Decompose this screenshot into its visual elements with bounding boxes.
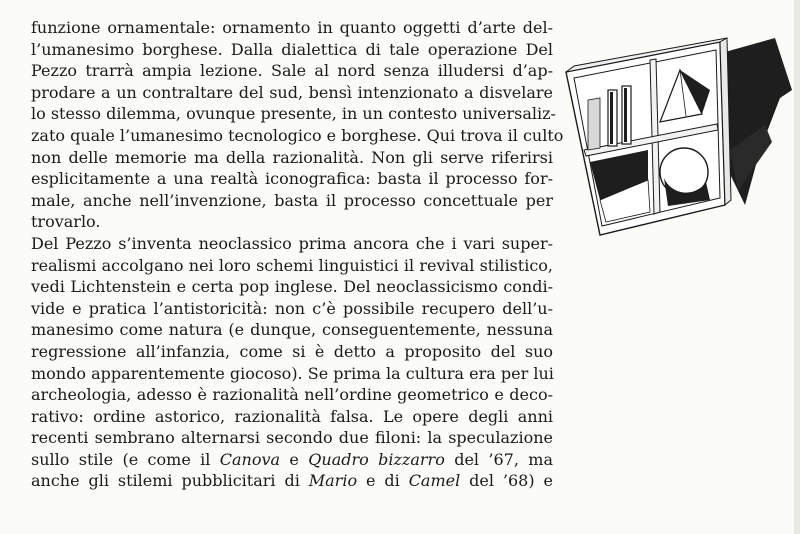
work-title-mario: Mario	[308, 471, 358, 491]
work-title-quadro-bizzarro: Quadro bizzarro	[308, 449, 445, 469]
text-line: zato quale l’umanesimo tecnologico e borghese. Qui trova il culto	[31, 125, 564, 145]
page-edge	[794, 0, 800, 534]
text-line: Del Pezzo s’inventa neoclassico prima ancora che i vari super-	[31, 233, 553, 253]
text-line: regressione all’infanzia, come si è detto a proposito del suo	[31, 341, 553, 361]
text-line: esplicitamente a una realtà iconografica: basta il processo for-	[31, 169, 553, 189]
text-line: prodare a un contraltare del sud, bensì intenzionato a disvelare	[31, 82, 553, 102]
text-line: Pezzo trarrà ampia lezione. Sale al nord senza illudersi d’ap-	[31, 61, 553, 81]
text-line: realismi accolgano nei loro schemi linguistici il revival stilistico,	[31, 255, 553, 275]
text-line-mixed: anche gli stilemi pubblicitari di Mario e di Camel del ’68) e	[31, 471, 553, 491]
text-line: archeologia, adesso è razionalità nell’ordine geometrico e deco-	[31, 385, 553, 405]
text-line: funzione ornamentale: ornamento in quanto oggetti d’arte del-	[31, 18, 553, 37]
text-line-mixed: sullo stile (e come il Canova e Quadro bizzarro del ’67, ma	[31, 449, 554, 469]
text-line: non delle memorie ma della razionalità. Non gli serve riferirsi	[31, 147, 553, 167]
box-sculpture-illustration	[560, 30, 800, 240]
work-title-canova: Canova	[219, 449, 281, 469]
work-title-camel: Camel	[408, 471, 461, 491]
text-line: recenti sembrano alternarsi secondo due filoni: la speculazione	[31, 428, 553, 448]
text-line: l’umanesimo borghese. Dalla dialettica di tale operazione Del	[31, 39, 553, 59]
text-line: vide e pratica l’antistoricità: non c’è possibile recupero dell’u-	[31, 298, 553, 318]
text-line: vedi Lichtenstein e certa pop inglese. Del neoclassicismo condi-	[31, 277, 553, 297]
text-line: manesimo come natura (e dunque, conseguentemente, nessuna	[31, 320, 553, 340]
text-line: trovarlo.	[31, 212, 101, 232]
text-line: male, anche nell’invenzione, basta il processo concettuale per	[31, 190, 553, 210]
text-line: rativo: ordine astorico, razionalità falsa. Le opere degli anni	[31, 406, 553, 426]
body-text	[31, 17, 564, 492]
text-line: lo stesso dilemma, ovunque presente, in un contesto universaliz-	[31, 104, 556, 124]
text-line: mondo apparentemente giocoso). Se prima la cultura era per lui	[31, 363, 554, 383]
